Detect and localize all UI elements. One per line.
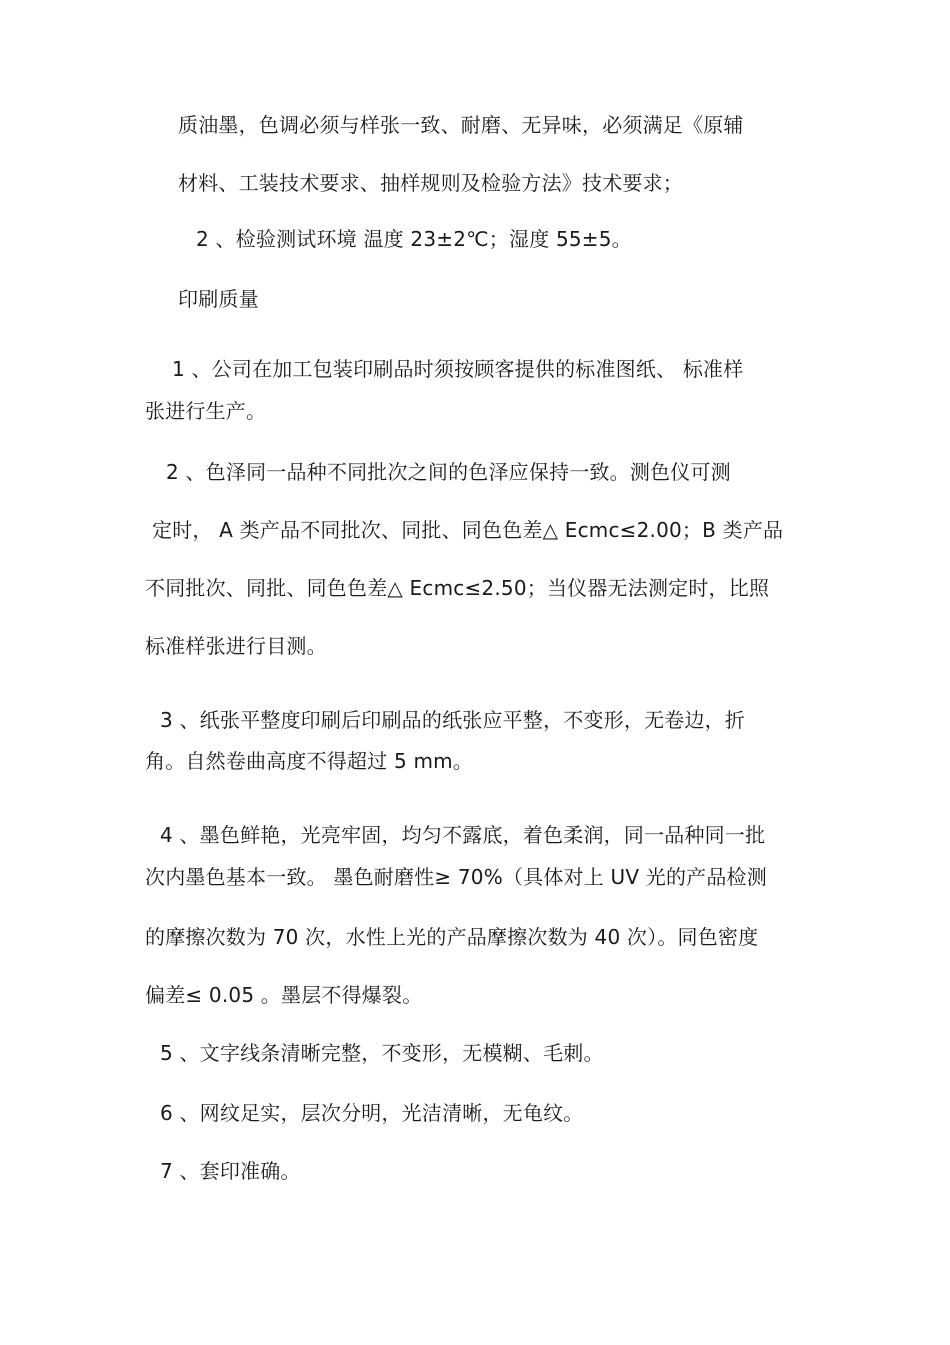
- text-line: 7 、套印准确。: [160, 1159, 301, 1183]
- text-line: 6 、网纹足实，层次分明，光洁清晰，无龟纹。: [160, 1101, 584, 1125]
- text-line: 2 、色泽同一品种不同批次之间的色泽应保持一致。测色仪可测: [166, 460, 731, 484]
- text-line: 3 、纸张平整度印刷后印刷品的纸张应平整，不变形，无卷边，折: [160, 708, 746, 732]
- text-line: 的摩擦次数为 70 次，水性上光的产品摩擦次数为 40 次）。同色密度: [145, 925, 759, 949]
- text-line: 张进行生产。: [145, 399, 267, 423]
- text-line: 2 、检验测试环境 温度 23±2℃；湿度 55±5。: [196, 227, 632, 251]
- text-line: 角。自然卷曲高度不得超过 5 mm。: [145, 749, 474, 773]
- text-line: 质油墨，色调必须与样张一致、耐磨、无异味，必须满足《原辅: [178, 113, 744, 137]
- text-line: 5 、文字线条清晰完整，不变形，无模糊、毛刺。: [160, 1041, 604, 1065]
- text-line: 4 、墨色鲜艳，光亮牢固，均匀不露底，着色柔润，同一品种同一批: [160, 823, 766, 847]
- text-line: 定时， A 类产品不同批次、同批、同色色差△ Ecmc≤2.00；B 类产品: [152, 518, 784, 542]
- text-line: 不同批次、同批、同色色差△ Ecmc≤2.50；当仪器无法测定时，比照: [145, 576, 770, 600]
- text-line: 材料、工装技术要求、抽样规则及检验方法》技术要求；: [178, 171, 683, 195]
- text-line: 1 、公司在加工包装印刷品时须按顾客提供的标准图纸、 标准样: [172, 357, 744, 381]
- text-line: 次内墨色基本一致。 墨色耐磨性≥ 70%（具体对上 UV 光的产品检测: [145, 865, 767, 889]
- text-line: 标准样张进行目测。: [145, 634, 327, 658]
- text-line: 偏差≤ 0.05 。墨层不得爆裂。: [145, 983, 423, 1007]
- section-heading: 印刷质量: [178, 287, 259, 311]
